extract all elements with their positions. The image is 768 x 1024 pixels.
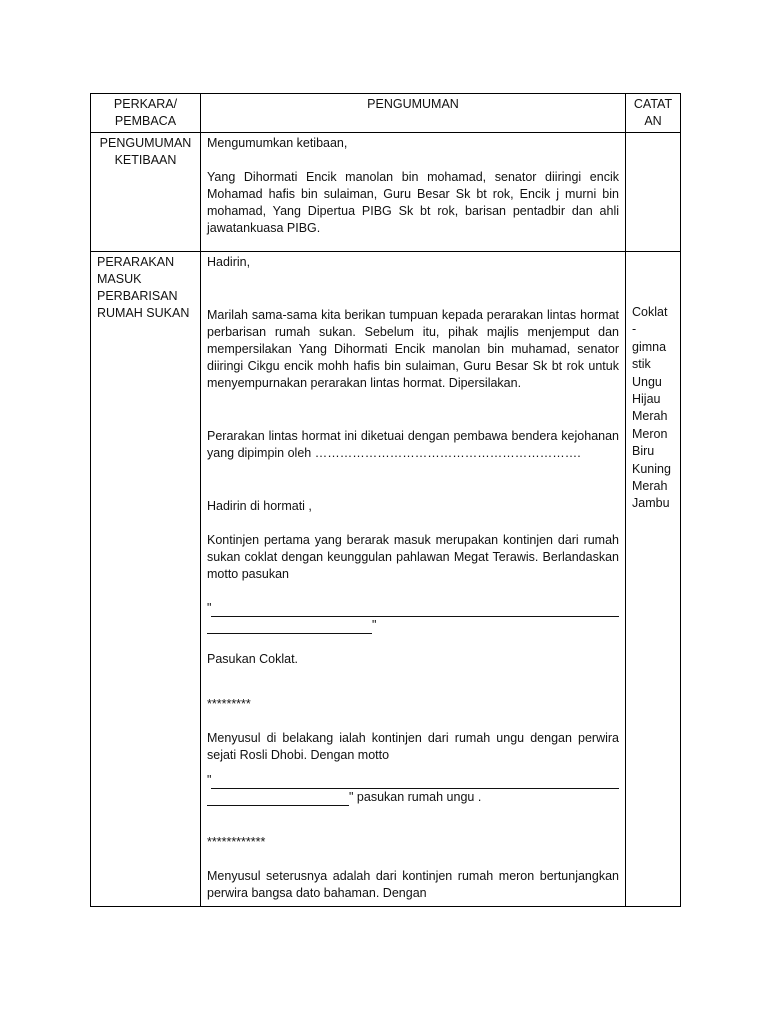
perarakan-para5: Menyusul seterusnya adalah dari kontinjen rumah meron bertunjangkan perwira bangsa dato bahaman. Dengan	[207, 869, 619, 900]
motto-blank	[207, 793, 349, 806]
row-perarakan-notes	[626, 252, 681, 907]
motto-blank	[207, 621, 372, 634]
house-colors-list: Coklat - gimna stik Ungu Hijau Merah Meron Biru Kuning Merah Jambu	[632, 305, 671, 511]
separator-stars-1: *********	[207, 697, 251, 711]
row-ketibaan	[91, 133, 681, 252]
quote-close-1: "	[372, 618, 377, 632]
quote-open-2: "	[207, 773, 212, 787]
row-perarakan-label: PERARAKAN MASUK PERBARISAN RUMAH SUKAN	[91, 252, 201, 907]
quote-close-2: " pasukan rumah ungu .	[349, 790, 482, 804]
row-ketibaan-label: PENGUMUMAN KETIBAAN	[91, 133, 201, 252]
separator-stars-2: ************	[207, 835, 266, 849]
perarakan-para3: Kontinjen pertama yang berarak masuk merupakan kontinjen dari rumah sukan coklat dengan keunggulan pahlawan Megat Terawis. Berlandaskan motto pasukan	[207, 533, 619, 581]
announcement-table	[90, 93, 681, 907]
motto-line-coklat-2	[207, 617, 619, 634]
perarakan-greeting2: Hadirin di hormati ,	[207, 499, 312, 513]
ketibaan-body: Yang Dihormati Encik manolan bin mohamad, senator diiringi encik Mohamad hafis bin sulaiman, Guru Besar Sk bt rok, Encik j murni bin mohamad, Yang Dipertua PIBG Sk bt rok, barisan pentadbir dan ahli jawatankuasa PIBG.	[207, 170, 619, 235]
motto-blank	[211, 604, 619, 617]
motto-blank	[211, 776, 619, 789]
motto-line-ungu-1	[207, 772, 619, 789]
ketibaan-intro: Mengumumkan ketibaan,	[207, 136, 348, 150]
motto-line-coklat-1	[207, 600, 619, 617]
motto-line-ungu-2	[207, 789, 619, 806]
header-row	[91, 94, 681, 133]
perarakan-para2: Perarakan lintas hormat ini diketuai dengan pembawa bendera kejohanan yang dipimpin oleh ……………………………………………………….	[207, 429, 619, 460]
perarakan-para4: Menyusul di belakang ialah kontinjen dari rumah ungu dengan perwira sejati Rosli Dhobi. Dengan motto	[207, 731, 619, 762]
row-ketibaan-notes	[626, 133, 681, 252]
row-ketibaan-content	[201, 133, 626, 252]
header-pengumuman: PENGUMUMAN	[201, 94, 626, 133]
pasukan-coklat: Pasukan Coklat.	[207, 652, 299, 666]
header-catatan: CATAT AN	[626, 94, 681, 133]
row-perarakan	[91, 252, 681, 907]
quote-open-1: "	[207, 601, 212, 615]
perarakan-para1: Marilah sama-sama kita berikan tumpuan kepada perarakan lintas hormat perbarisan rumah sukan. Sebelum itu, pihak majlis menjemput dan mempersilakan Yang Dihormati Encik manolan bin muhamad, senator diiringi Cikgu encik mohh hafis bin sulaiman, Guru Besar Sk bt rok untuk menyempurnakan perarakan lintas hormat. Dipersilakan.	[207, 308, 619, 390]
header-perkara: PERKARA/ PEMBACA	[91, 94, 201, 133]
perarakan-greeting: Hadirin,	[207, 255, 251, 269]
row-perarakan-content	[201, 252, 626, 907]
